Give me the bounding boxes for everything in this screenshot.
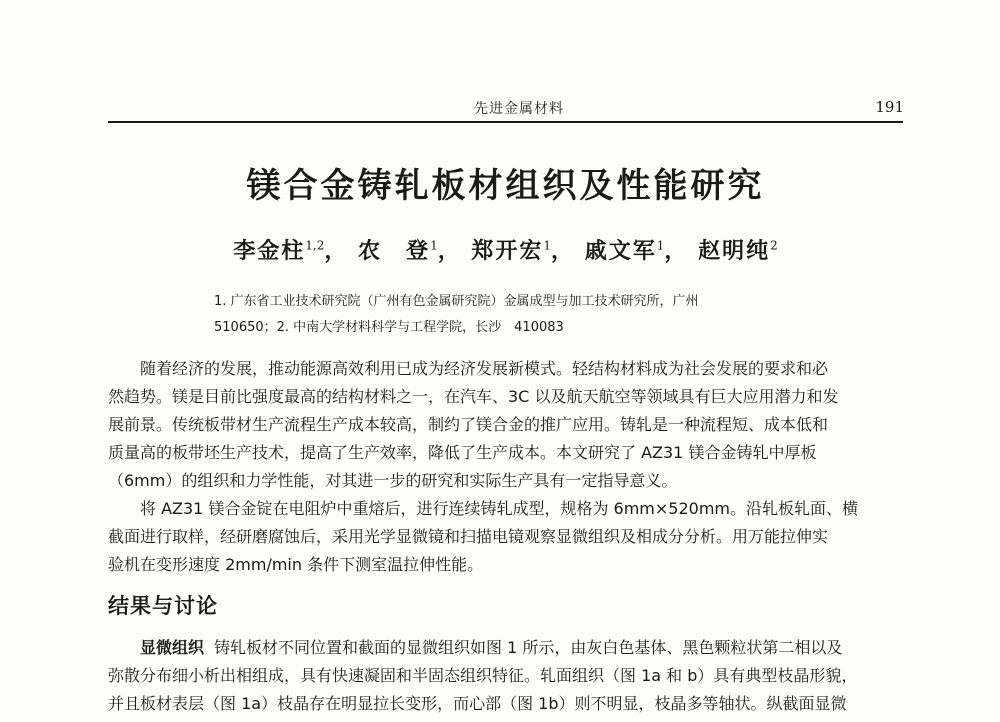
body-text-line: 质量高的板带坯生产技术，提高了生产效率，降低了生产成本。本文研究了 AZ31 镁合金铸轧中厚板 (108, 443, 817, 462)
affiliation-block (214, 289, 814, 341)
author-affiliation-mark: 1 (656, 238, 665, 253)
author-list (108, 234, 903, 265)
body-text-line: 并且板材表层（图 1a）枝晶存在明显拉长变形，而心部（图 1b）则不明显，枝晶多等轴状。纵截面显微 (108, 694, 847, 713)
header-rule (108, 121, 903, 123)
author-name: 郑开宏 (471, 238, 544, 264)
body-text-line: 展前景。传统板带材生产流程生产成本较高，制约了镁合金的推广应用。铸轧是一种流程短、成本低和 (108, 415, 829, 434)
lead-text: 铸轧板材不同位置和截面的显微组织如图 1 所示，由灰白色基体、黑色颗粒状第二相以及 (214, 638, 843, 657)
body-text-line: 然趋势。镁是目前比强度最高的结构材料之一，在汽车、3C 以及航天航空等领域具有巨大应用潜力和发 (108, 387, 839, 406)
affiliation-line: 1. 广东省工业技术研究院（广州有色金属研究院）金属成型与加工技术研究所，广州 (214, 294, 699, 309)
body-text-line: 将 AZ31 镁合金锭在电阻炉中重熔后，进行连续铸轧成型，规格为 6mm×520mm。沿轧板轧面、横 (108, 499, 858, 518)
body-text-line (108, 634, 903, 662)
page-number: 191 (875, 98, 904, 116)
affiliation-line: 510650；2. 中南大学材料科学与工程学院，长沙 410083 (214, 320, 564, 335)
author-name: 赵明纯 (698, 238, 771, 264)
section-heading: 结果与讨论 (108, 594, 218, 618)
body-text-line: （6mm）的组织和力学性能，对其进一步的研究和实际生产具有一定指导意义。 (108, 471, 678, 490)
author-separator: ， (664, 238, 689, 264)
author-separator: ， (324, 238, 349, 264)
journal-name: 先进金属材料 (474, 101, 564, 117)
intro-paragraph (108, 355, 903, 495)
method-paragraph (108, 495, 903, 579)
author-name: 农 登 (358, 238, 431, 264)
body-text-line: 截面进行取样，经研磨腐蚀后，采用光学显微镜和扫描电镜观察显微组织及相成分分析。用万能拉伸实 (108, 527, 829, 546)
author-affiliation-mark: 2 (770, 238, 778, 253)
body-text-line: 验机在变形速度 2mm/min 条件下测室温拉伸性能。 (108, 555, 484, 574)
author-separator: ， (437, 238, 462, 264)
results-paragraph (108, 634, 903, 718)
author-affiliation-mark: 1 (543, 238, 552, 253)
author-affiliation-mark: 1,2 (305, 238, 325, 253)
author-name: 李金柱 (233, 238, 306, 264)
body-text-line: 随着经济的发展，推动能源高效利用已成为经济发展新模式。轻结构材料成为社会发展的要求和必 (108, 359, 829, 378)
body-text-line: 弥散分布细小析出相组成，具有快速凝固和半固态组织特征。轧面组织（图 1a 和 b）具有典型枝晶形貌， (108, 666, 858, 685)
author-name: 戚文军 (584, 238, 657, 264)
author-affiliation-mark: 1 (430, 238, 438, 253)
article-title: 镁合金铸轧板材组织及性能研究 (246, 166, 765, 206)
lead-term: 显微组织 (140, 638, 205, 657)
author-separator: ， (551, 238, 576, 264)
